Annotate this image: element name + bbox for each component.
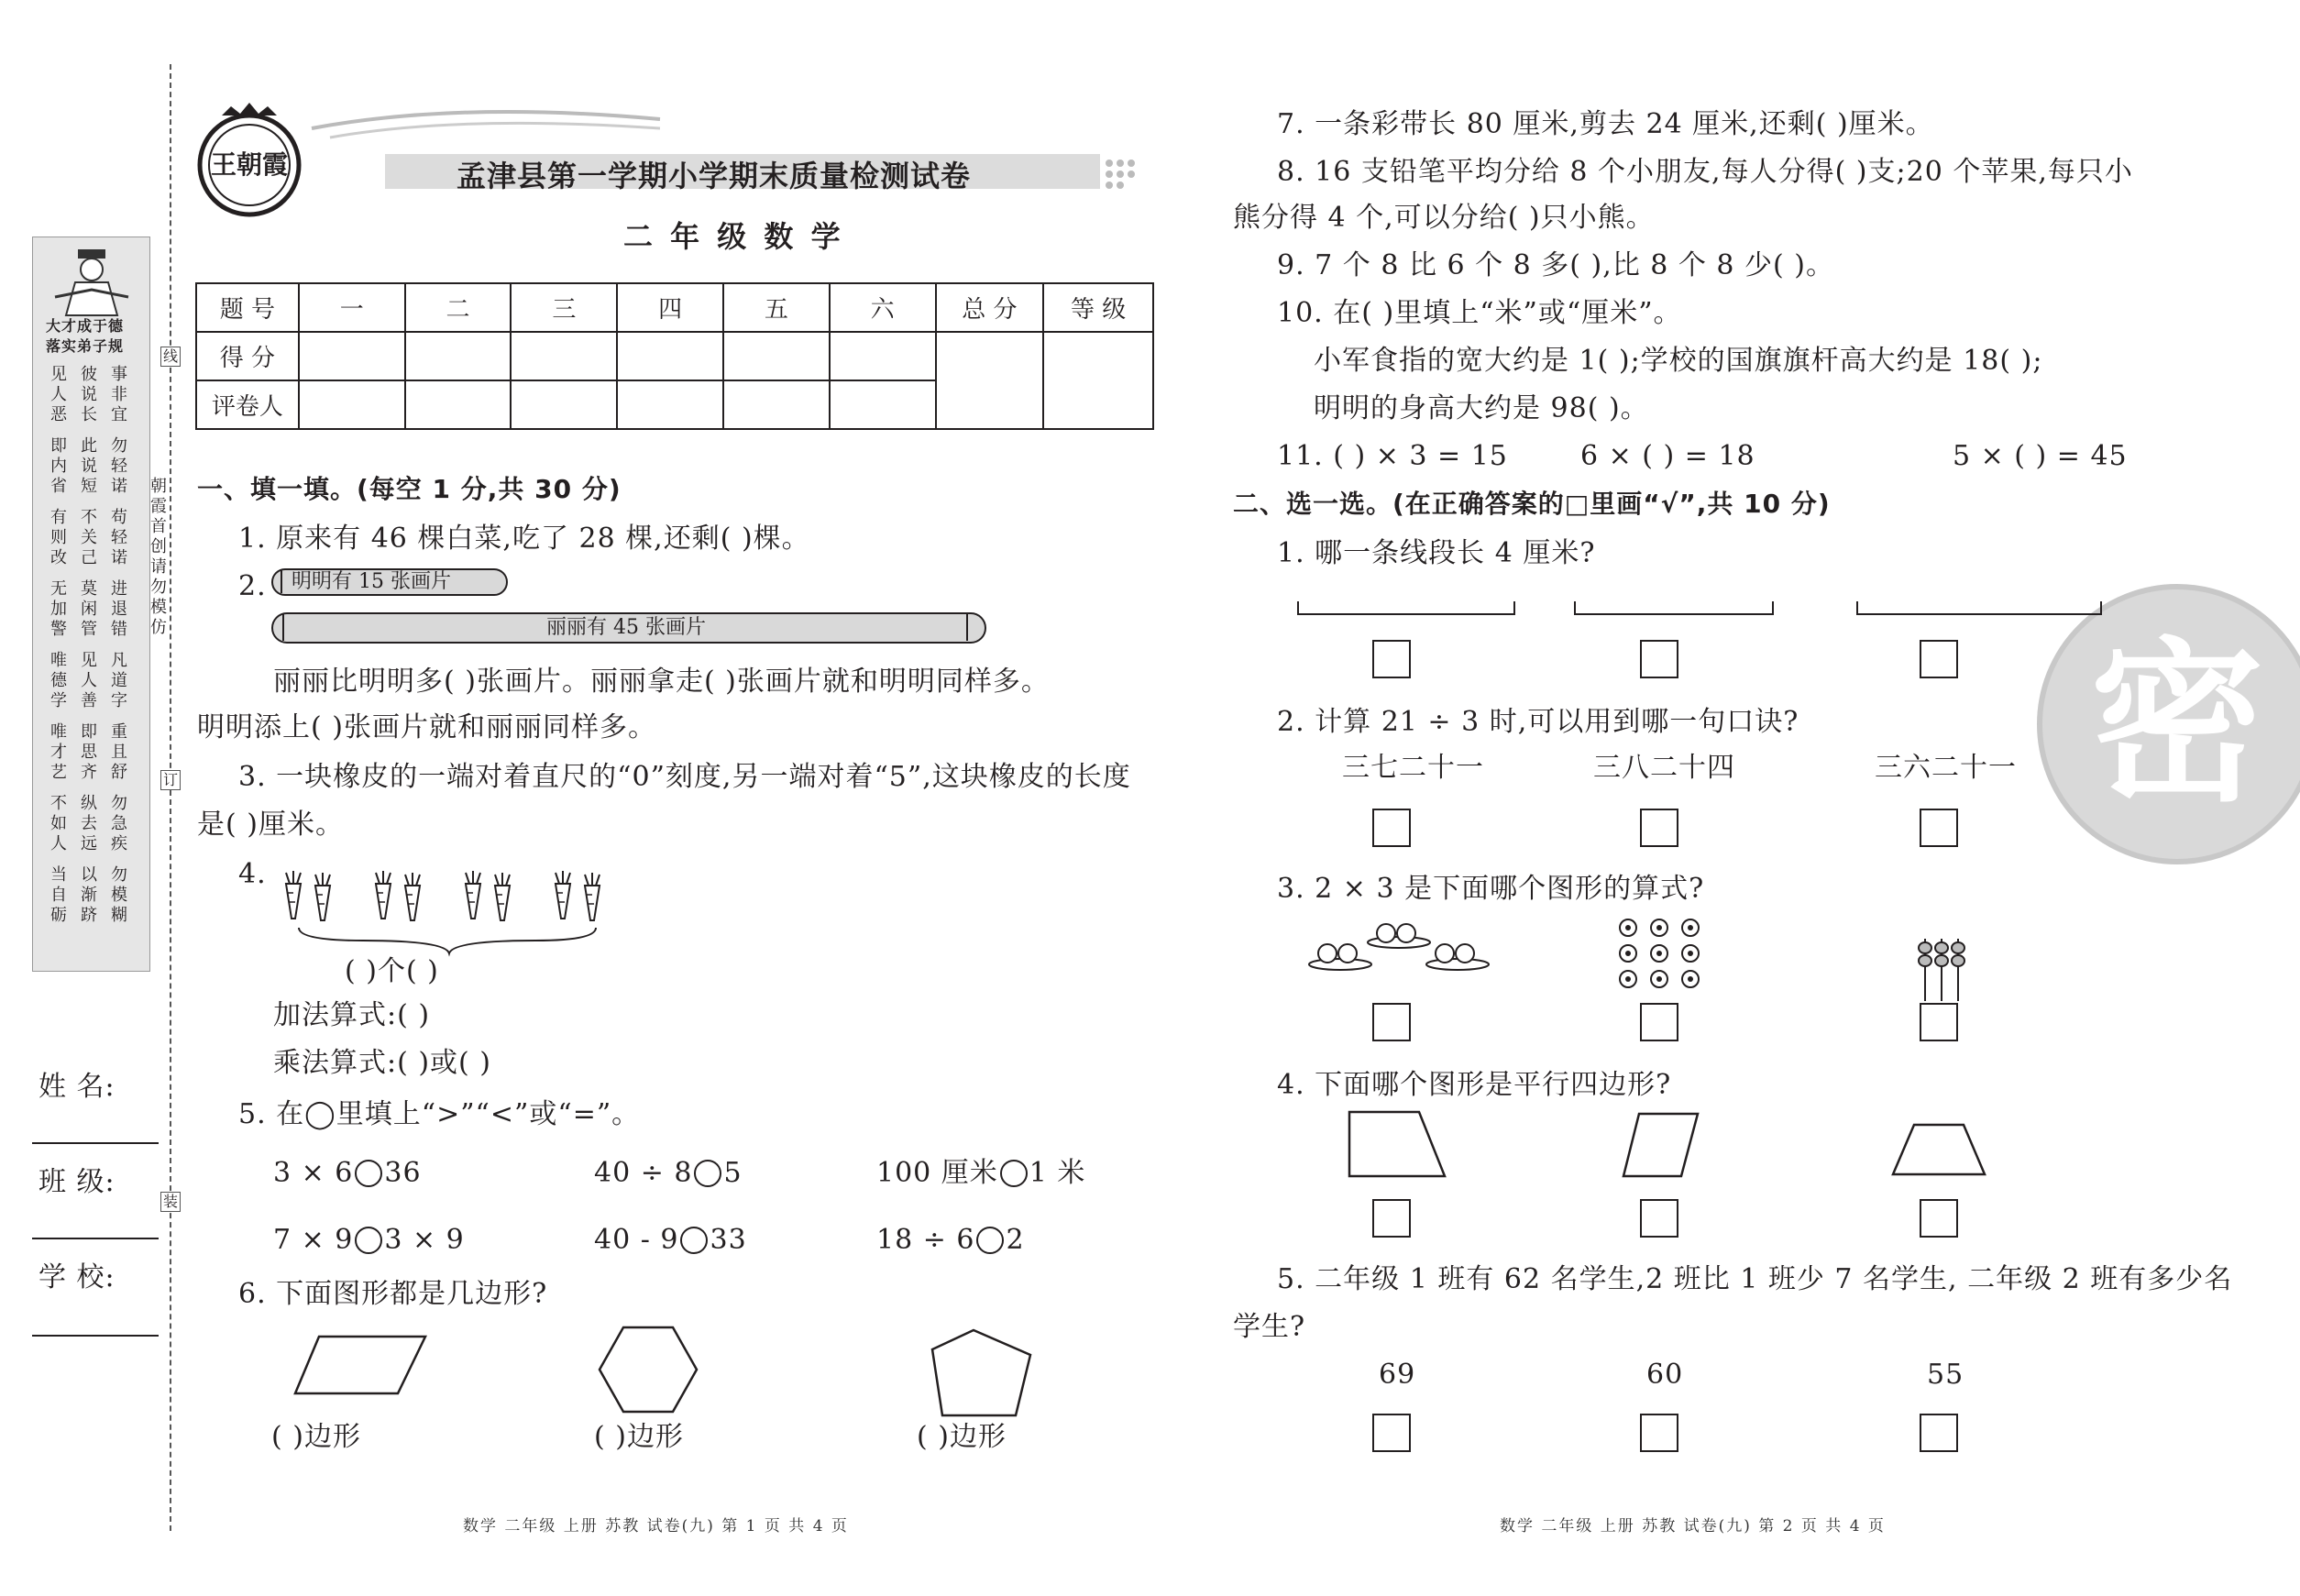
score-header: 题 号 <box>196 283 299 332</box>
score-cell[interactable] <box>511 332 617 380</box>
question-4-multiplication: 乘法算式:( )或( ) <box>273 1047 491 1079</box>
question-4-addition: 加法算式:( ) <box>273 999 431 1031</box>
score-grade-cell[interactable] <box>1043 332 1153 429</box>
question-10-line1: 小军食指的宽大约是 1( );学校的国旗旗杆高大约是 18( ); <box>1314 345 2043 377</box>
trapezoid-right-angle-shape <box>1346 1109 1448 1179</box>
answer-box[interactable] <box>1920 1414 1958 1452</box>
compare-right: 33 <box>710 1224 747 1256</box>
bar-end <box>281 570 282 593</box>
sidebar-motto-column: 唯德学 <box>50 651 67 710</box>
answer-box[interactable] <box>1640 1414 1678 1452</box>
question-11-a: 11. ( ) × 3 = 15 <box>1277 440 1508 472</box>
footer-left: 数学 二年级 上册 苏教 试卷(九) 第 1 页 共 4 页 <box>463 1517 849 1535</box>
part1-title: 一、填一填。(每空 1 分,共 30 分) <box>197 474 622 504</box>
question-10-line2: 明明的身高大约是 98( )。 <box>1314 392 1649 424</box>
question-2-line1: 丽丽比明明多( )张画片。丽丽拿走( )张画片就和明明同样多。 <box>273 666 1050 698</box>
answer-box[interactable] <box>1372 1199 1411 1238</box>
seal-mark-top: 线 <box>160 347 181 367</box>
carrot-groups-image <box>281 865 620 957</box>
footer-right: 数学 二年级 上册 苏教 试卷(九) 第 2 页 共 4 页 <box>1500 1517 1886 1535</box>
sidebar-motto-column: 重且舒 <box>111 722 127 782</box>
sidebar-motto-bottom: 落实弟子规 <box>46 337 125 355</box>
sidebar-motto-column: 勿轻诺 <box>111 436 127 496</box>
score-cell[interactable] <box>511 380 617 429</box>
sidebar-motto-column: 见人恶 <box>50 365 67 424</box>
number-option-3: 55 <box>1927 1359 1964 1391</box>
compare-item <box>594 1222 747 1259</box>
exam-title: 孟津县第一学期小学期末质量检测试卷 <box>457 159 972 193</box>
compare-right: 1 米 <box>1029 1157 1086 1189</box>
compare-item <box>273 1222 465 1259</box>
answer-box[interactable] <box>1920 809 1958 847</box>
sidebar-motto-column: 有则改 <box>50 508 67 567</box>
seal-note: 朝霞首创 请勿模仿 <box>150 477 167 637</box>
skewer-beads-image <box>1914 939 1969 1003</box>
compare-circle[interactable] <box>1000 1160 1028 1187</box>
answer-box[interactable] <box>1920 640 1958 678</box>
compare-circle[interactable] <box>694 1160 721 1187</box>
score-header: 六 <box>830 283 936 332</box>
score-header: 一 <box>299 283 405 332</box>
question-3-line1: 3. 一块橡皮的一端对着直尺的“0”刻度,另一端对着“5”,这块橡皮的长度 <box>238 761 1131 793</box>
compare-left: 100 厘米 <box>876 1157 998 1189</box>
segment-option-1 <box>1296 598 1516 618</box>
answer-box[interactable] <box>1920 1199 1958 1238</box>
question-6: 6. 下面图形都是几边形? <box>238 1278 548 1310</box>
segment-option-2 <box>1573 598 1775 618</box>
flower-grid-image <box>1615 917 1703 990</box>
sidebar-motto-columns <box>46 365 138 952</box>
answer-box[interactable] <box>1920 1003 1958 1041</box>
question-11-c: 5 × ( ) = 45 <box>1953 440 2128 472</box>
answer-box[interactable] <box>1640 1003 1678 1041</box>
sidebar-motto-top: 大才成于德 <box>46 317 125 335</box>
sidebar-motto-column: 进退错 <box>111 579 127 639</box>
score-table <box>195 282 1154 430</box>
score-cell[interactable] <box>617 380 723 429</box>
compare-right: 5 <box>723 1157 743 1189</box>
isosceles-trapezoid-shape <box>1890 1122 1987 1177</box>
name-field-label: 姓 名: <box>39 1071 116 1103</box>
score-cell[interactable] <box>830 380 936 429</box>
sidebar-motto-column: 苟轻诺 <box>111 508 127 567</box>
hexagon-shape <box>596 1326 700 1414</box>
choice-question-1: 1. 哪一条线段长 4 厘米? <box>1277 537 1596 569</box>
question-10: 10. 在( )里填上“米”或“厘米”。 <box>1277 297 1682 329</box>
class-field-line[interactable] <box>32 1238 159 1239</box>
answer-box[interactable] <box>1372 640 1411 678</box>
score-header: 五 <box>723 283 830 332</box>
q2-bar-mingming <box>271 568 508 596</box>
seal-cut-line <box>170 64 171 1531</box>
score-cell[interactable] <box>723 380 830 429</box>
compare-item <box>876 1155 1085 1192</box>
score-cell[interactable] <box>723 332 830 380</box>
compare-left: 40 ÷ 8 <box>594 1157 693 1189</box>
shape-answer-3: ( )边形 <box>917 1421 1007 1453</box>
compare-left: 3 × 6 <box>273 1157 354 1189</box>
q2-bar-lili <box>271 612 986 644</box>
part2-title: 二、选一选。(在正确答案的□里画“√”,共 10 分) <box>1233 489 1831 519</box>
rhyme-option-2: 三八二十四 <box>1593 752 1735 784</box>
class-field-label: 班 级: <box>39 1166 116 1198</box>
answer-box[interactable] <box>1372 809 1411 847</box>
answer-box[interactable] <box>1640 809 1678 847</box>
question-2-number: 2. <box>238 570 267 602</box>
question-5: 5. 在◯里填上“>”“<”或“=”。 <box>238 1098 641 1130</box>
score-cell[interactable] <box>405 332 512 380</box>
sidebar-motto-column: 见人善 <box>81 651 97 710</box>
watermark-char: 密 <box>2089 622 2265 825</box>
answer-box[interactable] <box>1372 1003 1411 1041</box>
score-cell[interactable] <box>299 380 405 429</box>
compare-item <box>594 1155 743 1192</box>
score-header: 四 <box>617 283 723 332</box>
parallelogram-shape <box>292 1335 429 1397</box>
compare-item <box>273 1155 422 1192</box>
compare-right: 3 × 9 <box>384 1224 465 1256</box>
score-header: 等 级 <box>1043 283 1153 332</box>
confidential-watermark <box>2030 578 2300 871</box>
compare-left: 18 ÷ 6 <box>876 1224 975 1256</box>
question-4-number: 4. <box>238 858 267 890</box>
seal-mark-mid: 订 <box>160 770 181 790</box>
rhyme-option-1: 三七二十一 <box>1342 752 1484 784</box>
school-field-line[interactable] <box>32 1335 159 1337</box>
choice-question-2: 2. 计算 21 ÷ 3 时,可以用到哪一句口诀? <box>1277 706 1799 738</box>
sidebar-motto-column: 无加警 <box>50 579 67 639</box>
segment-option-3 <box>1855 598 2103 618</box>
tomato-plates-image <box>1307 919 1491 974</box>
choice-question-5-line2: 学生? <box>1233 1311 1306 1343</box>
question-8-line1: 8. 16 支铅笔平均分给 8 个小朋友,每人分得( )支;20 个苹果,每只小 <box>1277 156 2133 188</box>
score-header: 二 <box>405 283 512 332</box>
score-row-label: 评卷人 <box>196 380 299 429</box>
parallelogram-option-shape <box>1621 1111 1701 1179</box>
choice-question-5-line1: 5. 二年级 1 班有 62 名学生,2 班比 1 班少 7 名学生, 二年级 2 班有多少名 <box>1277 1263 2233 1295</box>
score-cell[interactable] <box>830 332 936 380</box>
score-header: 总 分 <box>936 283 1044 332</box>
sidebar-motto-column: 即思齐 <box>81 722 97 782</box>
sidebar-motto-column: 此说短 <box>81 436 97 496</box>
exam-subtitle: 二 年 级 数 学 <box>623 219 844 254</box>
question-9: 9. 7 个 8 比 6 个 8 多( ),比 8 个 8 少( )。 <box>1277 249 1835 281</box>
score-header: 三 <box>511 283 617 332</box>
question-8-line2: 熊分得 4 个,可以分给( )只小熊。 <box>1233 202 1655 234</box>
q2-bar-lili-text: 丽丽有 45 张画片 <box>546 616 706 639</box>
rhyme-option-3: 三六二十一 <box>1875 752 2017 784</box>
score-cell[interactable] <box>405 380 512 429</box>
sidebar-motto-column: 当自砺 <box>50 865 67 925</box>
question-3-line2: 是( )厘米。 <box>197 809 344 841</box>
score-cell[interactable] <box>299 332 405 380</box>
shape-answer-2: ( )边形 <box>594 1421 684 1453</box>
scholar-illustration <box>46 246 138 319</box>
school-field-label: 学 校: <box>39 1261 116 1293</box>
choice-question-3: 3. 2 × 3 是下面哪个图形的算式? <box>1277 873 1705 905</box>
number-option-2: 60 <box>1646 1359 1684 1391</box>
compare-left: 7 × 9 <box>273 1224 354 1256</box>
question-1: 1. 原来有 46 棵白菜,吃了 28 棵,还剩( )棵。 <box>238 523 810 555</box>
score-cell[interactable] <box>617 332 723 380</box>
sidebar-motto-column: 勿模糊 <box>111 865 127 925</box>
question-11-b: 6 × ( ) = 18 <box>1580 440 1755 472</box>
answer-box[interactable] <box>1640 1199 1678 1238</box>
score-total-cell[interactable] <box>936 332 1044 429</box>
sidebar-motto-column: 彼说长 <box>81 365 97 424</box>
question-7: 7. 一条彩带长 80 厘米,剪去 24 厘米,还剩( )厘米。 <box>1277 108 1934 140</box>
answer-box[interactable] <box>1640 640 1678 678</box>
name-field-line[interactable] <box>32 1142 159 1144</box>
question-4-brace-label: ( )个( ) <box>345 955 439 987</box>
sidebar-motto-column: 以渐跻 <box>81 865 97 925</box>
number-option-1: 69 <box>1379 1359 1416 1391</box>
sidebar-motto-column: 唯才艺 <box>50 722 67 782</box>
seal-mark-bottom: 装 <box>160 1192 181 1212</box>
compare-left: 40 - 9 <box>594 1224 679 1256</box>
sidebar-motto-column: 纵去远 <box>81 794 97 853</box>
sidebar-motto-column: 不关己 <box>81 508 97 567</box>
shape-answer-1: ( )边形 <box>271 1421 361 1453</box>
compare-item <box>876 1222 1025 1259</box>
sidebar-motto-column: 勿急疾 <box>111 794 127 853</box>
logo-text: 王朝霞 <box>211 149 289 180</box>
compare-circle[interactable] <box>680 1227 708 1254</box>
compare-circle[interactable] <box>355 1160 382 1187</box>
question-2-line2: 明明添上( )张画片就和丽丽同样多。 <box>197 711 656 743</box>
sidebar-motto-column: 不如人 <box>50 794 67 853</box>
choice-question-4: 4. 下面哪个图形是平行四边形? <box>1277 1069 1672 1101</box>
sidebar-motto-column: 事非宜 <box>111 365 127 424</box>
sidebar-motto-column: 凡道字 <box>111 651 127 710</box>
answer-box[interactable] <box>1372 1414 1411 1452</box>
compare-right: 36 <box>384 1157 422 1189</box>
score-row-label: 得 分 <box>196 332 299 380</box>
pentagon-shape <box>930 1327 1032 1419</box>
compare-circle[interactable] <box>976 1227 1004 1254</box>
sidebar-motto-column: 即内省 <box>50 436 67 496</box>
sidebar-motto-column: 莫闲管 <box>81 579 97 639</box>
compare-right: 2 <box>1006 1224 1025 1256</box>
compare-circle[interactable] <box>355 1227 382 1254</box>
q2-bar-mingming-text: 明明有 15 张画片 <box>292 570 451 593</box>
